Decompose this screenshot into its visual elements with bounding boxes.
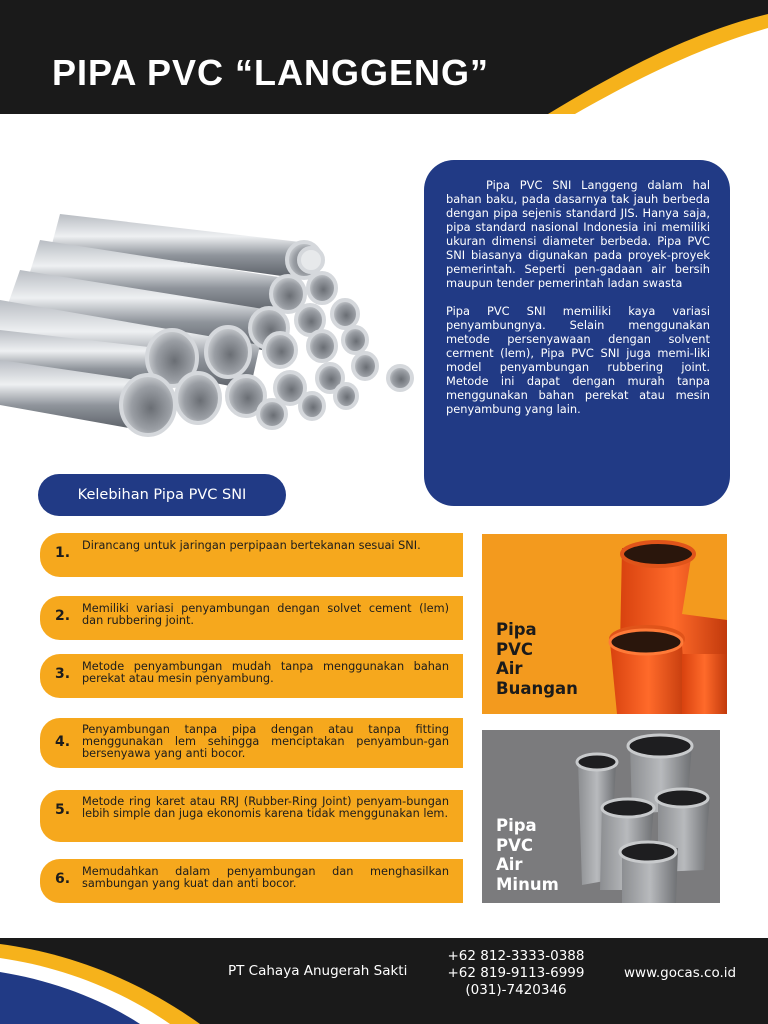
benefit-number: 2. bbox=[55, 608, 71, 624]
description-box bbox=[424, 160, 730, 506]
phone-number: +62 819-9113-6999 bbox=[447, 965, 585, 981]
benefit-number: 6. bbox=[55, 871, 71, 887]
benefit-item bbox=[40, 859, 463, 903]
benefit-item bbox=[40, 654, 463, 698]
benefit-text: Memudahkan dalam penyambungan dan menghasilkan sambungan yang kuat dan anti bocor. bbox=[82, 865, 449, 890]
description-paragraph-2: Pipa PVC SNI memiliki kaya variasi penyambungnya. Selain menggunakan metode persenyawaan dengan solvent cerment (lem), Pipa PVC SNI juga memi-liki model penyambungan rubbering joint. Metode ini dapat dengan murah tanpa menggunakan bahan perekat atau mesin penyambung yang lain. bbox=[446, 304, 710, 416]
footer-swoosh-decoration bbox=[0, 938, 768, 1024]
benefit-item bbox=[40, 533, 463, 577]
benefit-number: 4. bbox=[55, 734, 71, 750]
product-card-air-buangan bbox=[482, 534, 727, 714]
label-line: Air bbox=[496, 855, 523, 874]
pvc-pipes-image bbox=[0, 200, 420, 440]
page-title: PIPA PVC “LANGGENG” bbox=[52, 52, 490, 93]
label-line: Air bbox=[496, 659, 523, 678]
label-line: Buangan bbox=[496, 678, 578, 698]
header-banner bbox=[0, 0, 768, 114]
company-name: PT Cahaya Anugerah Sakti bbox=[228, 963, 408, 979]
benefit-text: Penyambungan tanpa pipa dengan atau tanpa fitting menggunakan lem sehingga menciptakan penyambun-gan bersenyawa yang anti bocor. bbox=[82, 723, 449, 760]
benefit-item bbox=[40, 596, 463, 640]
benefit-number: 5. bbox=[55, 802, 71, 818]
description-paragraph-1: Pipa PVC SNI Langgeng dalam hal bahan baku, pada dasarnya tak jauh berbeda dengan pipa sejenis standard JIS. Hanya saja, pipa standard nasional Indonesia ini memiliki ukuran dimensi diameter berbeda. Pipa PVC SNI biasanya digunakan pada proyek-proyek pemerintah. Seperti pen-gadaan air bersih maupun tender pemerintah ladan swasta bbox=[446, 178, 710, 290]
phone-number: (031)-7420346 bbox=[465, 982, 567, 998]
product-label-air-buangan bbox=[496, 620, 578, 698]
benefit-text: Dirancang untuk jaringan perpipaan bertekanan sesuai SNI. bbox=[82, 539, 421, 552]
benefit-item bbox=[40, 718, 463, 768]
benefit-number: 3. bbox=[55, 666, 71, 682]
label-line: Pipa bbox=[496, 816, 537, 835]
label-line: Minum bbox=[496, 874, 559, 894]
website-link[interactable]: www.gocas.co.id bbox=[624, 965, 737, 981]
product-label-air-minum bbox=[496, 816, 559, 894]
label-line: PVC bbox=[496, 639, 533, 659]
phone-number: +62 812-3333-0388 bbox=[447, 948, 585, 964]
benefit-text: Memiliki variasi penyambungan dengan solvet cement (lem) dan rubbering joint. bbox=[82, 602, 449, 627]
benefit-text: Metode ring karet atau RRJ (Rubber-Ring Joint) penyam-bungan lebih simple dan juga ekonomis karena tidak menggunakan lem. bbox=[82, 795, 449, 820]
benefits-heading: Kelebihan Pipa PVC SNI bbox=[38, 474, 286, 516]
benefit-number: 1. bbox=[55, 545, 71, 561]
label-line: PVC bbox=[496, 835, 533, 855]
label-line: Pipa bbox=[496, 620, 537, 639]
benefit-item bbox=[40, 790, 463, 842]
footer-banner bbox=[0, 938, 768, 1024]
phone-numbers bbox=[440, 948, 592, 999]
benefit-text: Metode penyambungan mudah tanpa menggunakan bahan perekat atau mesin penyambung. bbox=[82, 660, 449, 685]
product-card-air-minum bbox=[482, 730, 720, 903]
